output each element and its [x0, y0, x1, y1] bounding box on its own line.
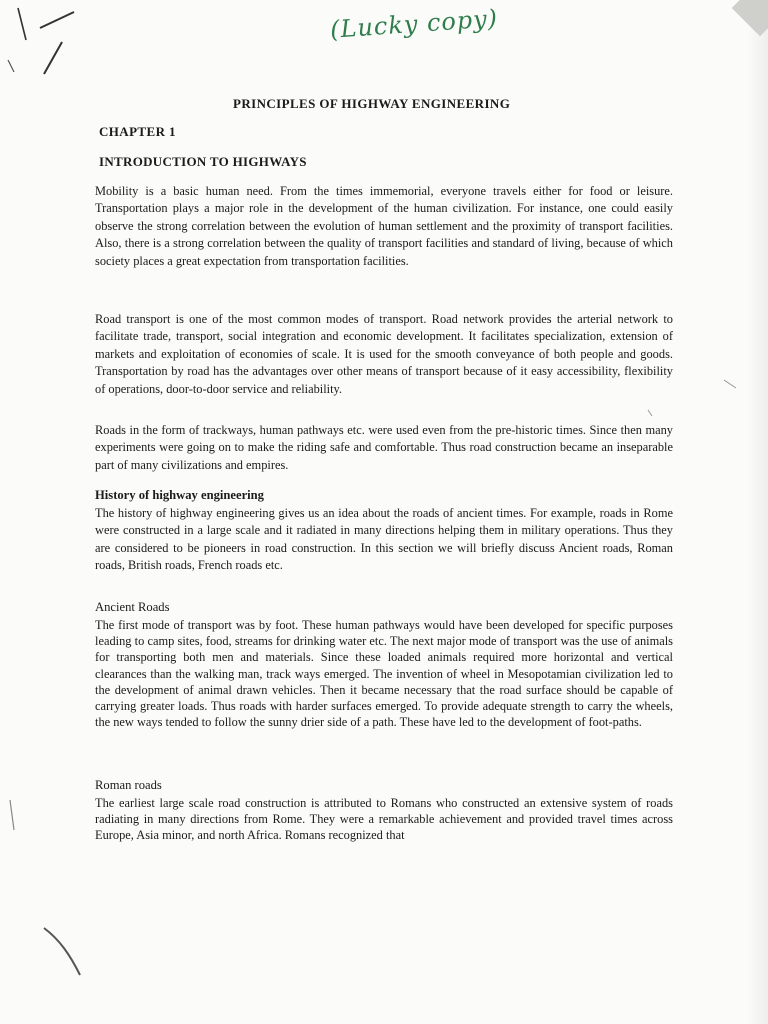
ancient-roads-paragraph: The first mode of transport was by foot. These human pathways would have been developed for specific purposes leading to camp sites, food, streams for drinking water etc. The next major mode of transport was the use of animals for transporting both men and materials. Since these loaded animals required more horizontal and vertical clearances than the walking man, track ways emerged. The invention of wheel in Mesopotamian civilization led to the development of animal drawn vehicles. Then it became necessary that the road surface should be capable of carrying greater loads. Thus roads with harder surfaces emerged. To provide adequate strength to carry the wheels, the new ways tended to follow the sunny drier side of a path. These have led to the development of foot-paths. [95, 618, 673, 730]
ancient-roads-heading: Ancient Roads [95, 600, 170, 614]
paragraph-trackways: Roads in the form of trackways, human pathways etc. were used even from the pre-historic times. Since then many experiments were going on to make the riding safe and comfortable. Thus road construction became an inseparable part of many civilizations and empires. [95, 423, 673, 472]
paragraph-mobility: Mobility is a basic human need. From the times immemorial, everyone travels either for food or leisure. Transportation plays a major role in the development of the human civilization. For instance, one could easily observe the strong correlation between the evolution of human settlement and the proximity of transport facilities. Also, there is a strong correlation between the quality of transport facilities and standard of living, because of which society places a great expectation from transportation facilities. [95, 184, 673, 268]
section-heading: INTRODUCTION TO HIGHWAYS [99, 154, 307, 169]
roman-roads-paragraph: The earliest large scale road construction is attributed to Romans who constructed an extensive system of roads radiating in many directions from Rome. They were a remarkable achievement and provided travel times across Europe, Asia minor, and north Africa. Romans recognized that [95, 796, 673, 843]
handwritten-note: (Lucky copy) [329, 4, 499, 44]
chapter-heading: CHAPTER 1 [99, 124, 176, 139]
roman-roads-heading: Roman roads [95, 778, 162, 792]
history-heading: History of highway engineering [95, 488, 264, 502]
history-paragraph: The history of highway engineering gives us an idea about the roads of ancient times. For example, roads in Rome were constructed in a large scale and it radiated in many directions helping them in military operations. Thus they are considered to be pioneers in road construction. In this section we will briefly discuss Ancient roads, Roman roads, British roads, French roads etc. [95, 506, 673, 573]
paragraph-road-transport: Road transport is one of the most common modes of transport. Road network provides the arterial network to facilitate trade, transport, social integration and economic development. It facilitates specialization, extension of markets and exploitation of economies of scale. It is used for the smooth conveyance of both people and goods. Transportation by road has the advantages over other means of transport because of it easy accessibility, flexibility of operations, door-to-door service and reliability. [95, 312, 673, 396]
document-title: PRINCIPLES OF HIGHWAY ENGINEERING [233, 96, 511, 111]
